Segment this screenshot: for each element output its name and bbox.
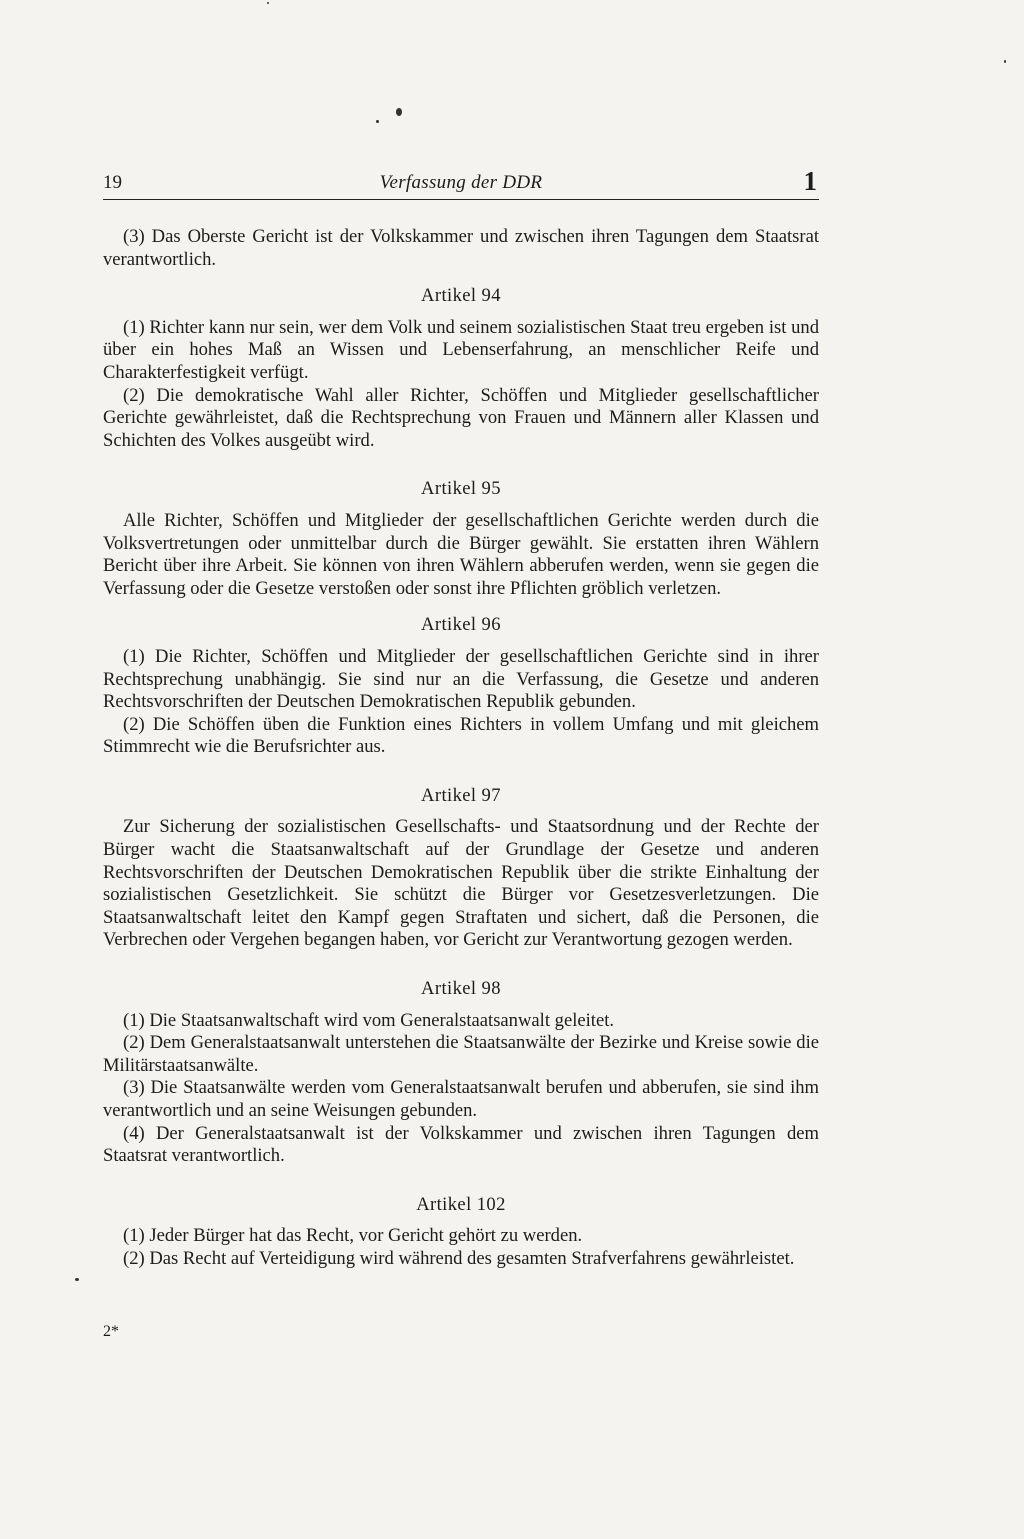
article-paragraph: (3) Die Staatsanwälte werden vom Generalstaatsanwalt berufen und abberufen, sie sind ihm verantwortlich und an seine Weisungen gebunden. xyxy=(103,1077,819,1121)
article-paragraph: (1) Richter kann nur sein, wer dem Volk und seinem sozialistischen Staat treu ergeben ist und über ein hohes Maß an Wissen und Lebenserfahrung, an menschlicher Reife und Charakterfestigkeit verfügt. xyxy=(103,316,819,383)
article-98 xyxy=(103,978,819,1168)
signature-mark: 2* xyxy=(103,1323,119,1340)
main-text xyxy=(103,226,819,1271)
article-97 xyxy=(103,785,819,952)
page-number: 19 xyxy=(103,172,122,193)
article-heading: Artikel 96 xyxy=(421,614,501,636)
article-paragraph: (2) Die demokratische Wahl aller Richter, Schöffen und Mitglieder gesellschaftlicher Gerichte gewährleistet, daß die Rechtsprechung von Frauen und Männern aller Klassen und Schichten des Volkes ausgeübt wird. xyxy=(103,384,819,451)
article-paragraph: (1) Die Staatsanwaltschaft wird vom Generalstaatsanwalt geleitet. xyxy=(123,1009,615,1031)
article-paragraph: (4) Der Generalstaatsanwalt ist der Volkskammer und zwischen ihren Tagungen dem Staatsrat verantwortlich. xyxy=(103,1122,819,1167)
article-heading: Artikel 98 xyxy=(421,978,501,1000)
article-96 xyxy=(103,614,819,759)
header-rule xyxy=(103,199,819,200)
article-heading: Artikel 97 xyxy=(421,784,501,806)
article-paragraph: Alle Richter, Schöffen und Mitglieder der gesellschaftlichen Gerichte werden durch die Volksvertretungen oder unmittelbar durch die Bürger gewählt. Sie erstatten ihren Wählern Bericht über ihre Arbeit. Sie können von ihren Wählern abberufen werden, wenn sie gegen die Verfassung oder die Gesetze verstoßen oder sonst ihre Pflichten gröblich verletzen. xyxy=(103,509,819,599)
page-header xyxy=(103,168,819,200)
intro-paragraph: (3) Das Oberste Gericht ist der Volkskammer und zwischen ihren Tagungen dem Staatsrat verantwortlich. xyxy=(103,226,819,270)
scan-speck xyxy=(376,120,379,123)
article-paragraph: (2) Das Recht auf Verteidigung wird während des gesamten Strafverfahrens gewährleistet. xyxy=(123,1247,795,1269)
article-paragraph: (1) Die Richter, Schöffen und Mitglieder der gesellschaftlichen Gerichte sind in ihrer Rechtsprechung unabhängig. Sie sind nur an die Verfassung, die Gesetze und anderen Rechtsvorschriften der Deutschen Demokratischen Republik gebunden. xyxy=(103,645,819,713)
article-95 xyxy=(103,478,819,600)
scan-speck xyxy=(267,2,269,4)
article-paragraph: Zur Sicherung der sozialistischen Gesellschafts- und Staatsordnung und der Rechte der Bürger wacht die Staatsanwaltschaft auf der Grundlage der Gesetze und anderen Rechtsvorschriften der Deutschen Demokratischen Republik über die strikte Einhaltung der sozialistischen Gesetzlichkeit. Sie schützt die Bürger vor Gesetzesverletzungen. Die Staatsanwaltschaft leitet den Kampf gegen Straftaten und sichert, daß die Personen, die Verbrechen oder Vergehen begangen haben, vor Gericht zur Verantwortung gezogen werden. xyxy=(103,816,819,951)
article-102 xyxy=(103,1194,819,1271)
scan-speck xyxy=(396,108,402,116)
chapter-number: 1 xyxy=(803,166,817,196)
article-paragraph: (1) Jeder Bürger hat das Recht, vor Gericht gehört zu werden. xyxy=(123,1225,583,1247)
scan-speck xyxy=(1004,60,1006,63)
article-heading: Artikel 95 xyxy=(421,478,501,500)
article-paragraph: (2) Dem Generalstaatsanwalt unterstehen die Staatsanwälte der Bezirke und Kreise sowie die Militärstaatsanwälte. xyxy=(103,1032,819,1076)
running-title: Verfassung der DDR xyxy=(379,172,543,193)
article-paragraph: (2) Die Schöffen üben die Funktion eines Richters in vollem Umfang und mit gleichem Stimmrecht wie die Berufsrichter aus. xyxy=(103,713,819,758)
scan-speck xyxy=(75,1278,79,1281)
article-heading: Artikel 94 xyxy=(421,285,501,307)
article-94 xyxy=(103,285,819,452)
article-heading: Artikel 102 xyxy=(416,1193,506,1215)
